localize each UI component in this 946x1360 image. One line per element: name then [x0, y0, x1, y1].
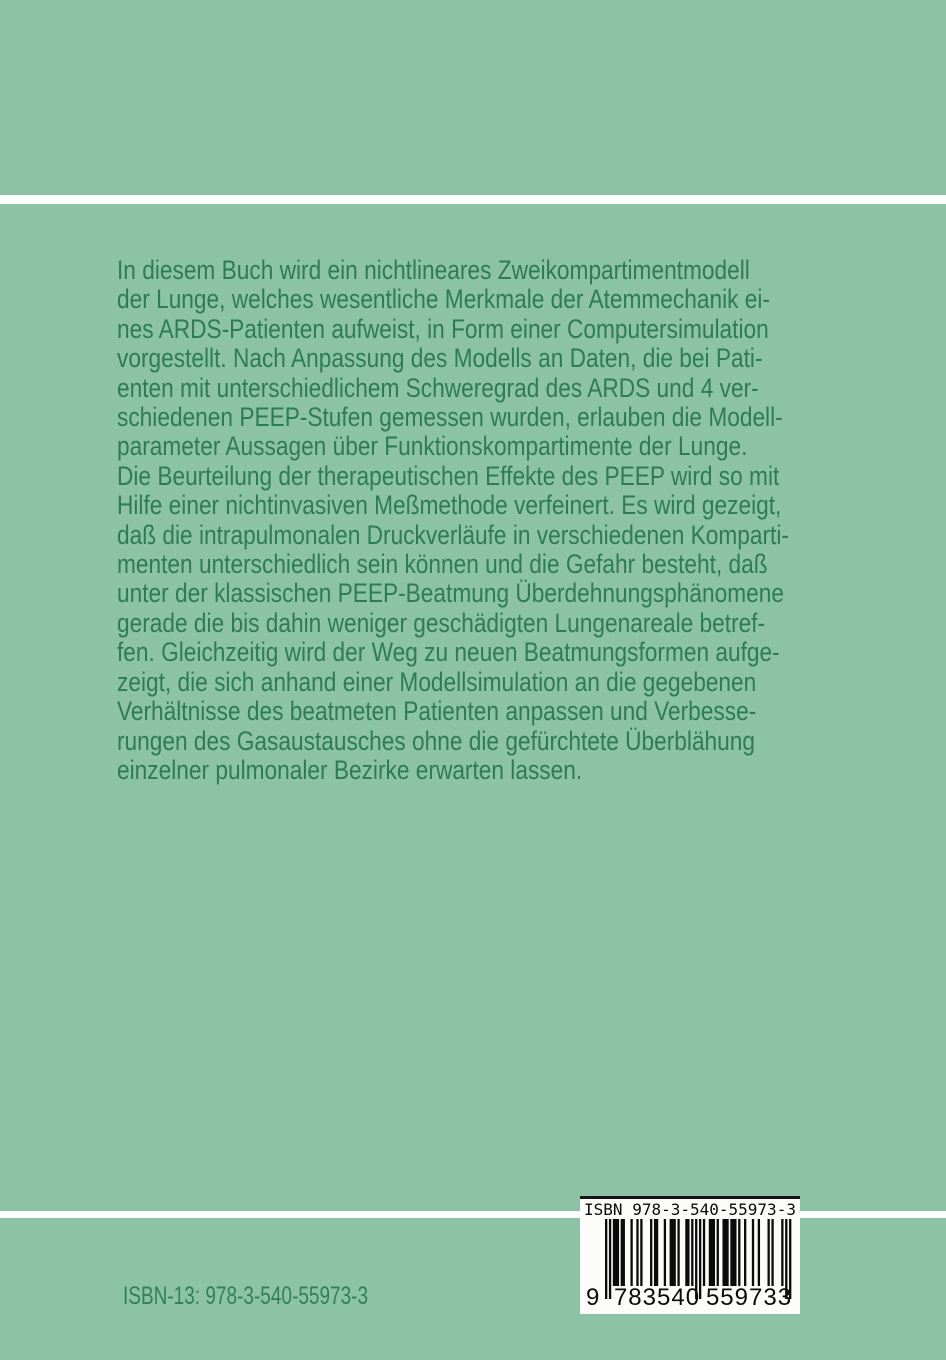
blurb-line: fen. Gleichzeitig wird der Weg zu neuen Beatmungsformen aufge-	[117, 637, 780, 668]
blurb-line: nes ARDS-Patienten aufweist, in Form einer Computersimulation	[117, 313, 769, 344]
blurb-line: menten unterschiedlich sein können und die Gefahr besteht, daß	[117, 549, 768, 580]
isbn-13-text: ISBN-13: 978-3-540-55973-3	[123, 1282, 369, 1310]
blurb-line: einzelner pulmonaler Bezirke erwarten lassen.	[117, 754, 583, 785]
barcode-digit-group2: 559733	[705, 1284, 793, 1311]
bottom-white-band	[0, 1211, 946, 1218]
blurb-line: enten mit unterschiedlichem Schweregrad des ARDS und 4 ver-	[117, 372, 759, 403]
top-white-band	[0, 195, 946, 204]
barcode-label	[580, 1196, 800, 1314]
blurb-line: daß die intrapulmonalen Druckverläufe in verschiedenen Komparti-	[117, 519, 789, 550]
blurb-line: Hilfe einer nichtinvasiven Meßmethode verfeinert. Es wird gezeigt,	[117, 490, 782, 521]
barcode-digit-group1: 783540	[613, 1284, 701, 1311]
blurb-line: Die Beurteilung der therapeutischen Effekte des PEEP wird so mit	[117, 460, 780, 491]
blurb-line: unter der klassischen PEEP-Beatmung Überdehnungsphänomene	[117, 578, 784, 609]
blurb-line: zeigt, die sich anhand einer Modellsimulation an die gegebenen	[117, 666, 757, 697]
barcode-isbn-header: ISBN 978-3-540-55973-3	[584, 1200, 796, 1219]
blurb-line: Verhältnisse des beatmeten Patienten anpassen und Verbesse-	[117, 696, 757, 727]
blurb-line: gerade die bis dahin weniger geschädigten Lungenareale betref-	[117, 607, 766, 638]
blurb-line: In diesem Buch wird ein nichtlineares Zweikompartimentmodell	[117, 255, 750, 285]
blurb-line: schiedenen PEEP-Stufen gemessen wurden, erlauben die Modell-	[117, 402, 783, 433]
barcode-digit-left: 9	[586, 1284, 600, 1311]
blurb-line: rungen des Gasaustausches ohne die gefürchtete Überblähung	[117, 725, 756, 756]
blurb-line: parameter Aussagen über Funktionskompartimente der Lunge.	[117, 431, 748, 462]
blurb-line: vorgestellt. Nach Anpassung des Modells an Daten, die bei Pati-	[117, 343, 763, 374]
blurb-line: der Lunge, welches wesentliche Merkmale der Atemmechanik ei-	[117, 284, 770, 315]
back-cover-blurb	[117, 256, 789, 785]
